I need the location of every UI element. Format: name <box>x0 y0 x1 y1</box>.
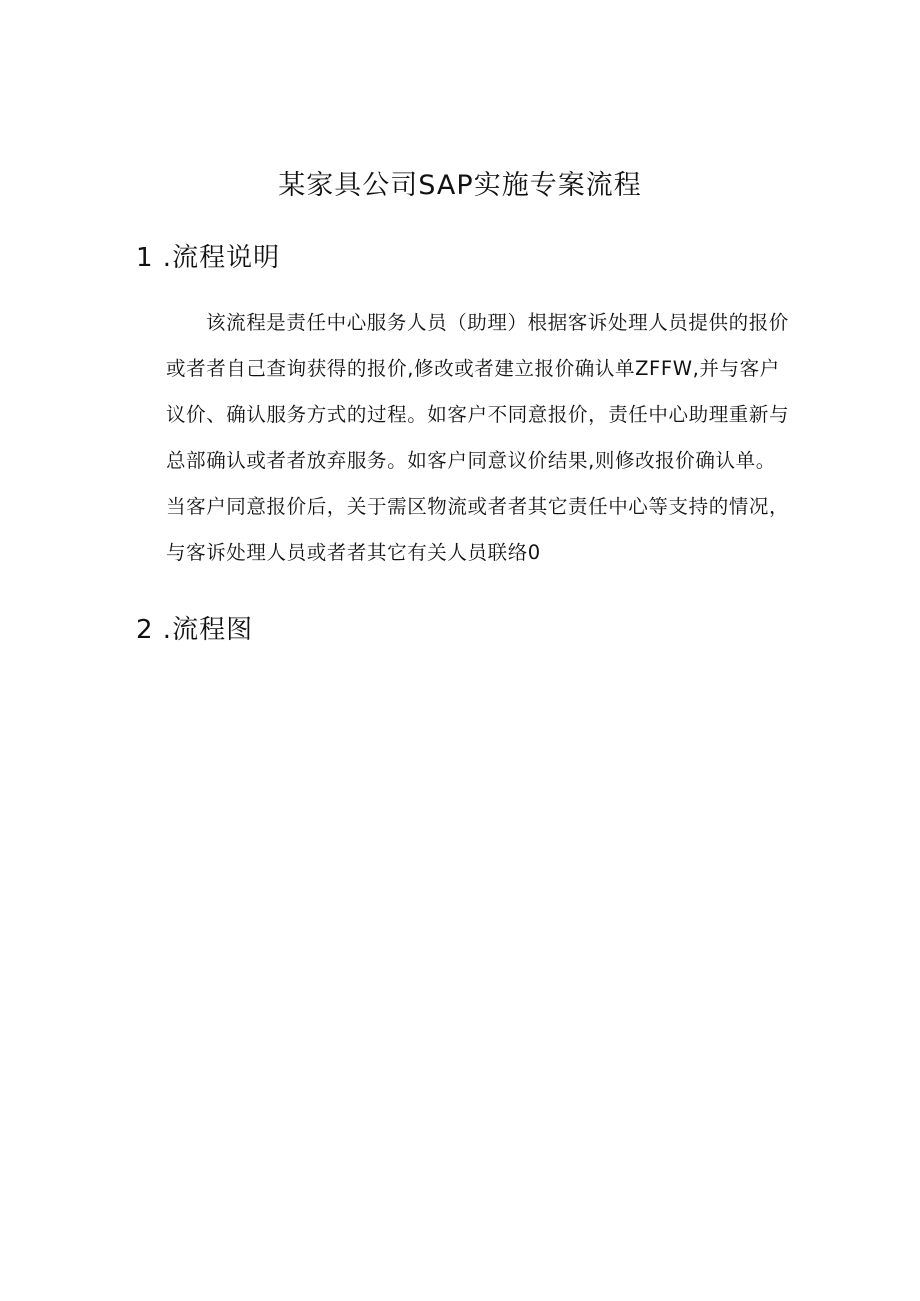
paragraph-line: 议价、确认服务方式的过程。如客户不同意报价，责任中心助理重新与 <box>166 403 790 426</box>
process-description-paragraph <box>166 300 806 576</box>
paragraph-line: 该流程是责任中心服务人员（助理）根据客诉处理人员提供的报价 <box>206 311 789 334</box>
paragraph-line: 总部确认或者者放弃服务。如客户同意议价结果,则修改报价确认单。 <box>166 449 776 472</box>
section-heading-process-description: 1 .流程说明 <box>136 243 281 273</box>
paragraph-line: 或者者自己查询获得的报价,修改或者建立报价确认单ZFFW,并与客户 <box>166 357 780 380</box>
section-heading-flowchart: 2 .流程图 <box>136 615 254 645</box>
paragraph-line: 当客户同意报价后，关于需区物流或者者其它责任中心等支持的情况， <box>166 495 790 518</box>
document-title: 某家具公司SAP实施专案流程 <box>278 170 642 201</box>
paragraph-line: 与客诉处理人员或者者其它有关人员联络0 <box>166 541 541 564</box>
